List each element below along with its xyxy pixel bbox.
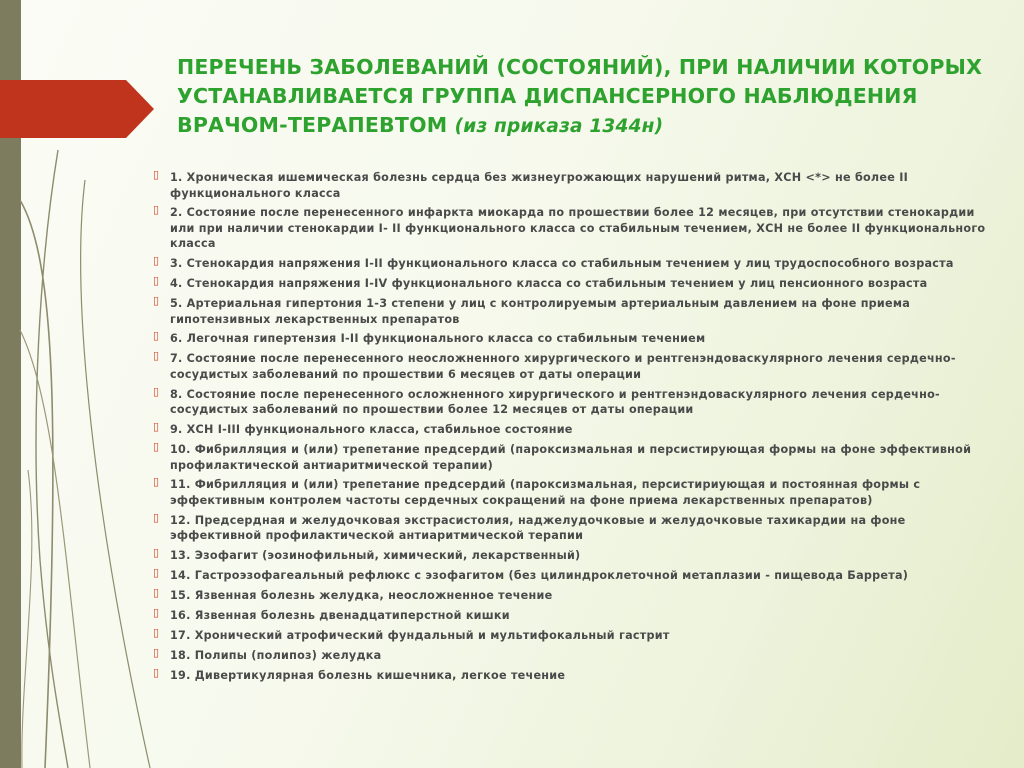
- list-item: [153, 331, 998, 347]
- list-item-text: 1. Хроническая ишемическая болезнь сердца без жизнеугрожающих нарушений ритма, ХСН <*> не более II функционального класса: [170, 171, 909, 200]
- list-item: [153, 477, 998, 508]
- bullet-marker: ▯: [153, 203, 160, 217]
- bullet-marker: ▯: [153, 274, 160, 288]
- slide-title: [177, 53, 997, 141]
- bullet-marker: ▯: [153, 625, 160, 639]
- bullet-marker: ▯: [153, 440, 160, 454]
- bullet-marker: ▯: [153, 254, 160, 268]
- list-item-text: 14. Гастроэзофагеальный рефлюкс с эзофагитом (без цилиндроклеточной метаплазии - пищевода Баррета): [170, 569, 909, 583]
- bullet-marker: ▯: [153, 510, 160, 524]
- list-item: [153, 170, 998, 201]
- bullet-marker: ▯: [153, 475, 160, 489]
- list-item-text: 3. Стенокардия напряжения I-II функционального класса со стабильным течением у лиц трудоспособного возраста: [170, 257, 954, 271]
- list-item: [153, 276, 998, 292]
- list-item: [153, 256, 998, 272]
- list-item: [153, 665, 998, 684]
- bullet-marker: ▯: [153, 168, 160, 181]
- bullet-marker: ▯: [153, 294, 160, 308]
- list-item: [153, 625, 998, 644]
- list-item: [153, 296, 998, 327]
- list-item: [153, 568, 998, 584]
- list-item: [153, 645, 998, 664]
- list-item: [153, 585, 998, 604]
- bullet-marker: ▯: [153, 329, 160, 343]
- list-item-text: 2. Состояние после перенесенного инфаркта миокарда по прошествии более 12 месяцев, при отсутствии стенокардии или при наличии стенокардии I- II функционального класса со стабильным течением, ХСН не более II функционального класса: [170, 206, 986, 251]
- bullet-marker: ▯: [153, 585, 160, 599]
- bullet-marker: ▯: [153, 645, 160, 659]
- list-item-text: 17. Хронический атрофический фундальный и мультифокальный гастрит: [170, 628, 670, 642]
- list-item-text: 11. Фибрилляция и (или) трепетание предсердий (пароксизмальная, персистириующая и постоянная формы с эффективным контролем частоты сердечных сокращений на фоне приема лекарственных препаратов): [170, 478, 921, 507]
- list-item-text: 5. Артериальная гипертония 1-3 степени у лиц с контролируемым артериальным давлением на фоне приема гипотензивных лекарственных препаратов: [170, 297, 911, 326]
- slide-title-main: ПЕРЕЧЕНЬ ЗАБОЛЕВАНИЙ (СОСТОЯНИЙ), ПРИ НАЛИЧИИ КОТОРЫХ УСТАНАВЛИВАЕТСЯ ГРУППА ДИСПАНСЕРНОГО НАБЛЮДЕНИЯ ВРАЧОМ-ТЕРАПЕВТОМ: [177, 55, 983, 137]
- list-item: [153, 510, 998, 544]
- bullet-marker: ▯: [153, 349, 160, 363]
- list-item-text: 12. Предсердная и желудочковая экстрасистолия, наджелудочковые и желудочковые тахикардии на фоне эффективной профилактической антиаритмической терапии: [170, 513, 906, 543]
- bullet-marker: ▯: [153, 546, 160, 560]
- bullet-marker: ▯: [153, 605, 160, 619]
- list-item-text: 13. Эзофагит (эозинофильный, химический, лекарственный): [170, 549, 581, 563]
- list-item-text: 10. Фибрилляция и (или) трепетание предсердий (пароксизмальная и персистирующая формы на фоне эффективной профилактической антиаритмической терапии): [170, 443, 972, 472]
- list-item-text: 4. Стенокардия напряжения I-IV функционального класса со стабильным течением у лиц пенсионного возраста: [170, 277, 928, 291]
- bullet-marker: ▯: [153, 566, 160, 580]
- list-item: [153, 384, 998, 418]
- list-item: [153, 442, 998, 473]
- list-item: [153, 351, 998, 382]
- list-item: [153, 205, 998, 252]
- red-arrow-banner: [0, 80, 154, 138]
- list-item-text: 19. Дивертикулярная болезнь кишечника, легкое течение: [170, 668, 566, 682]
- list-item: [153, 548, 998, 564]
- bullet-marker: ▯: [153, 384, 160, 398]
- list-item-text: 16. Язвенная болезнь двенадцатиперстной кишки: [170, 608, 510, 622]
- bullet-marker: ▯: [153, 420, 160, 434]
- list-item-text: 6. Легочная гипертензия I-II функционального класса со стабильным течением: [170, 332, 706, 346]
- list-item-text: 7. Состояние после перенесенного неосложненного хирургического и рентгенэндоваскулярного лечения сердечно-сосудистых заболеваний по прошествии 6 месяцев от даты операции: [170, 352, 956, 381]
- disease-list: [153, 170, 998, 687]
- list-item-text: 18. Полипы (полипоз) желудка: [170, 648, 382, 662]
- list-item-text: 8. Состояние после перенесенного осложненного хирургического и рентгенэндоваскулярного лечения сердечно-сосудистых заболеваний по прошествии более 12 месяцев от даты операции: [170, 387, 940, 417]
- list-item: [153, 422, 998, 438]
- slide-title-source-note: (из приказа 1344н): [454, 116, 664, 137]
- list-item-text: 15. Язвенная болезнь желудка, неосложненное течение: [170, 588, 553, 602]
- list-item-text: 9. ХСН I-III функционального класса, стабильное состояние: [170, 423, 573, 437]
- bullet-marker: ▯: [153, 665, 160, 679]
- list-item: [153, 605, 998, 624]
